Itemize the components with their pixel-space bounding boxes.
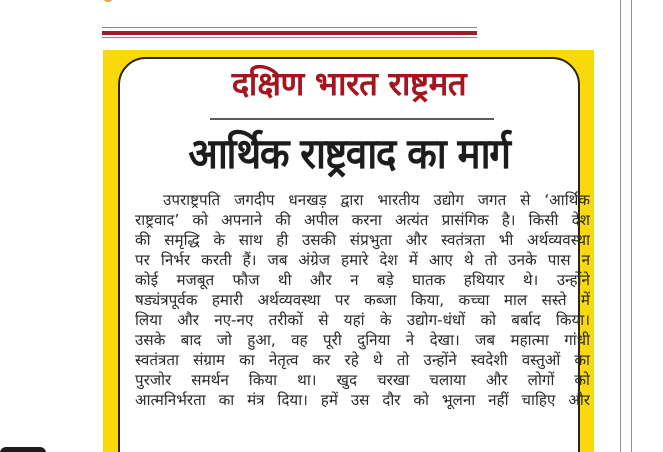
top-decoration-dot [104, 0, 112, 2]
article-line: राष्ट्रवाद’ को अपनाने की अपील करना अत्यंत प्रासंगिक है। किसी देश [135, 211, 590, 229]
newspaper-masthead: दक्षिण भारत राष्ट्रमत [231, 64, 467, 103]
article-line: उसके बाद जो हुआ, वह पूरी दुनिया ने देखा। जब महात्मा गांधी [135, 331, 590, 349]
article-line: पुरजोर समर्थन किया था। खुद चरखा चलाया और लोगों को [135, 371, 590, 389]
top-rule-grey-upper [102, 27, 477, 28]
bottom-left-tab [0, 447, 46, 452]
article-body [135, 190, 590, 410]
article-line: आत्मनिर्भरता का मंत्र दिया। हमें उस दौर को भूलना नहीं चाहिए और [135, 391, 590, 409]
article-line: कोई मजबूत फौज थी और न बड़े घातक हथियार थे। उन्होंने [135, 271, 590, 289]
top-rule-red [102, 31, 477, 35]
article-headline: आर्थिक राष्ट्रवाद का मार्ग [188, 129, 510, 178]
column-divider-line-left [620, 0, 621, 452]
article-line: पर निर्भर करती हैं। जब अंग्रेज हमारे देश में आए थे तो उनके पास न [135, 251, 590, 269]
article-line: उपराष्ट्रपति जगदीप धनखड़ द्वारा भारतीय उद्योग जगत से ‘आर्थिक [163, 191, 590, 209]
article-line: षड्यंत्रपूर्वक हमारी अर्थव्यवस्था पर कब्जा किया, कच्चा माल सस्ते में [135, 291, 590, 309]
article-line: स्वतंत्रता संग्राम का नेतृत्व कर रहे थे तो उन्होंने स्वदेशी वस्तुओं का [135, 351, 590, 369]
article-line: की समृद्धि के साथ ही उसकी संप्रभुता और स्वतंत्रता भी अर्थव्यवस्था [135, 231, 590, 249]
article-line: लिया और नए-नए तरीकों से यहां के उद्योग-धंधों को बर्बाद किया। [135, 311, 590, 329]
top-rule-grey-lower [102, 37, 477, 38]
masthead-underline [210, 118, 494, 120]
column-divider-line-right [631, 0, 632, 452]
